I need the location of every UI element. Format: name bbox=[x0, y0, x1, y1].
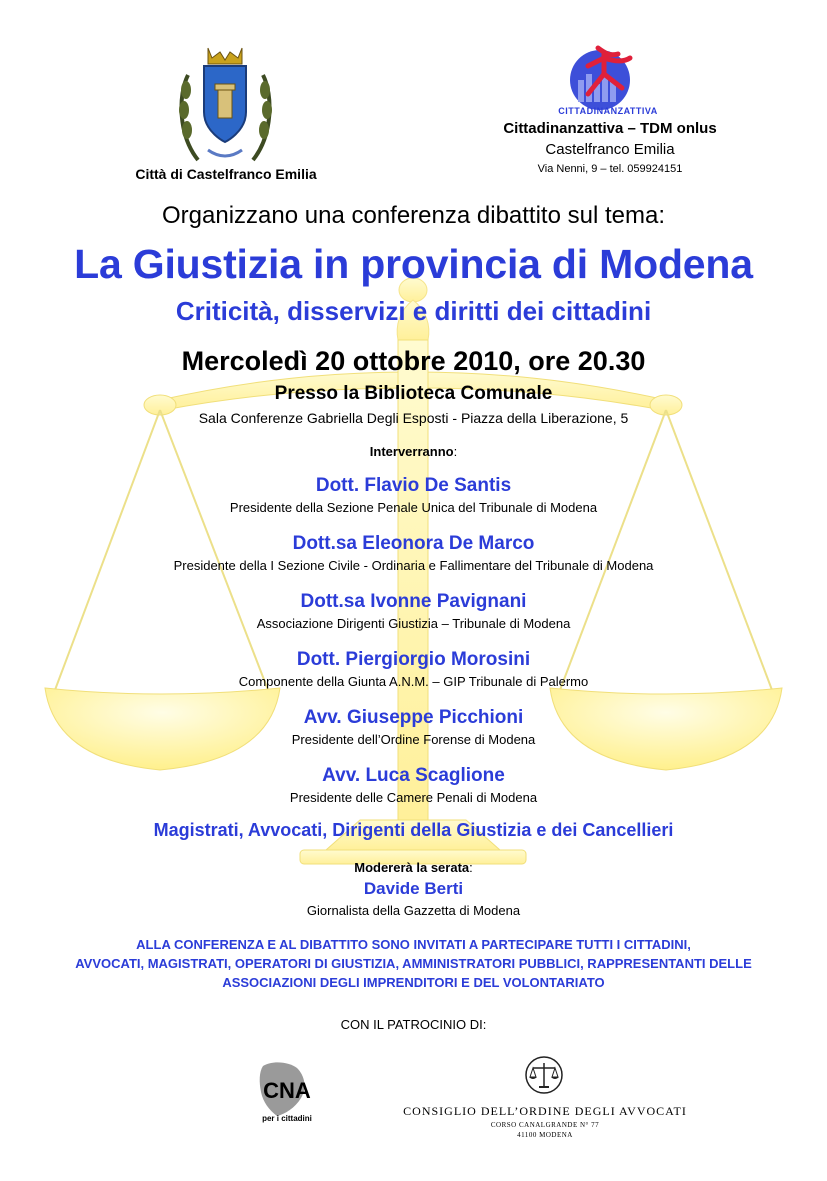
organization-city: Castelfranco Emilia bbox=[545, 141, 675, 158]
cna-tagline: per i cittadini bbox=[262, 1114, 312, 1123]
speaker-name: Dott.sa Eleonora De Marco bbox=[292, 533, 535, 554]
event-title: La Giustizia in provincia di Modena bbox=[74, 241, 753, 287]
ordine-avvocati-city: 41100 MODENA bbox=[517, 1131, 573, 1139]
speakers-label: Interverranno: bbox=[369, 444, 458, 459]
event-venue: Presso la Biblioteca Comunale bbox=[274, 383, 553, 404]
castelfranco-crest-icon bbox=[178, 40, 273, 165]
moderator-label: Modererà la serata: bbox=[354, 860, 473, 875]
speaker-role: Presidente della I Sezione Civile - Ordinaria e Fallimentare del Tribunale di Modena bbox=[173, 558, 654, 573]
patronage-label: CON IL PATROCINIO DI: bbox=[340, 1017, 487, 1032]
ordine-avvocati-address: CORSO CANALGRANDE N° 77 bbox=[490, 1121, 600, 1129]
event-date: Mercoledì 20 ottobre 2010, ore 20.30 bbox=[181, 346, 646, 376]
speaker-name: Avv. Giuseppe Picchioni bbox=[303, 707, 524, 728]
city-name: Città di Castelfranco Emilia bbox=[135, 166, 317, 182]
speaker-name: Dott. Piergiorgio Morosini bbox=[296, 649, 531, 670]
speaker-name: Avv. Luca Scaglione bbox=[322, 765, 505, 786]
ordine-avvocati-title: CONSIGLIO DELL’ORDINE DEGLI AVVOCATI bbox=[403, 1104, 687, 1118]
speaker-role: Componente della Giunta A.N.M. – GIP Tribunale di Palermo bbox=[238, 674, 589, 689]
venue-detail: Sala Conferenze Gabriella Degli Esposti - Piazza della Liberazione, 5 bbox=[198, 410, 629, 426]
speaker-role: Presidente dell’Ordine Forense di Modena bbox=[291, 732, 536, 747]
speaker-role: Presidente della Sezione Penale Unica del Tribunale di Modena bbox=[229, 500, 598, 515]
organization-name: Cittadinanzattiva – TDM onlus bbox=[503, 120, 717, 137]
moderator-role: Giornalista della Gazzetta di Modena bbox=[306, 903, 521, 918]
cittadinanzattiva-logo-text: CITTADINANZATTIVA bbox=[558, 106, 658, 116]
audience-line: Magistrati, Avvocati, Dirigenti della Giustizia e dei Cancellieri bbox=[153, 820, 674, 840]
speaker-role: Associazione Dirigenti Giustizia – Tribunale di Modena bbox=[256, 616, 571, 631]
speaker-name: Dott.sa Ivonne Pavignani bbox=[300, 591, 527, 612]
invitation-text: ALLA CONFERENZA E AL DIBATTITO SONO INVITATI A PARTECIPARE TUTTI I CITTADINI, AVVOCATI, MAGISTRATI, OPERATORI DI GIUSTIZIA, AMMINISTRATORI PUBBLICI, RAPPRESENTANTI DELLE ASSOCIAZIONI DEGLI IMPRENDITORI E DEL VOLONTARIATO bbox=[75, 937, 752, 990]
speaker-role: Presidente delle Camere Penali di Modena bbox=[289, 790, 538, 805]
event-subtitle: Criticità, disservizi e diritti dei cittadini bbox=[175, 296, 652, 326]
event-intro: Organizzano una conferenza dibattito sul tema: bbox=[162, 202, 665, 229]
speaker-name: Dott. Flavio De Santis bbox=[315, 475, 512, 496]
cna-logo-text: CNA bbox=[263, 1078, 311, 1103]
organization-address: Via Nenni, 9 – tel. 059924151 bbox=[537, 163, 683, 175]
scales-emblem-icon bbox=[524, 1055, 564, 1095]
moderator-name: Davide Berti bbox=[363, 879, 464, 898]
